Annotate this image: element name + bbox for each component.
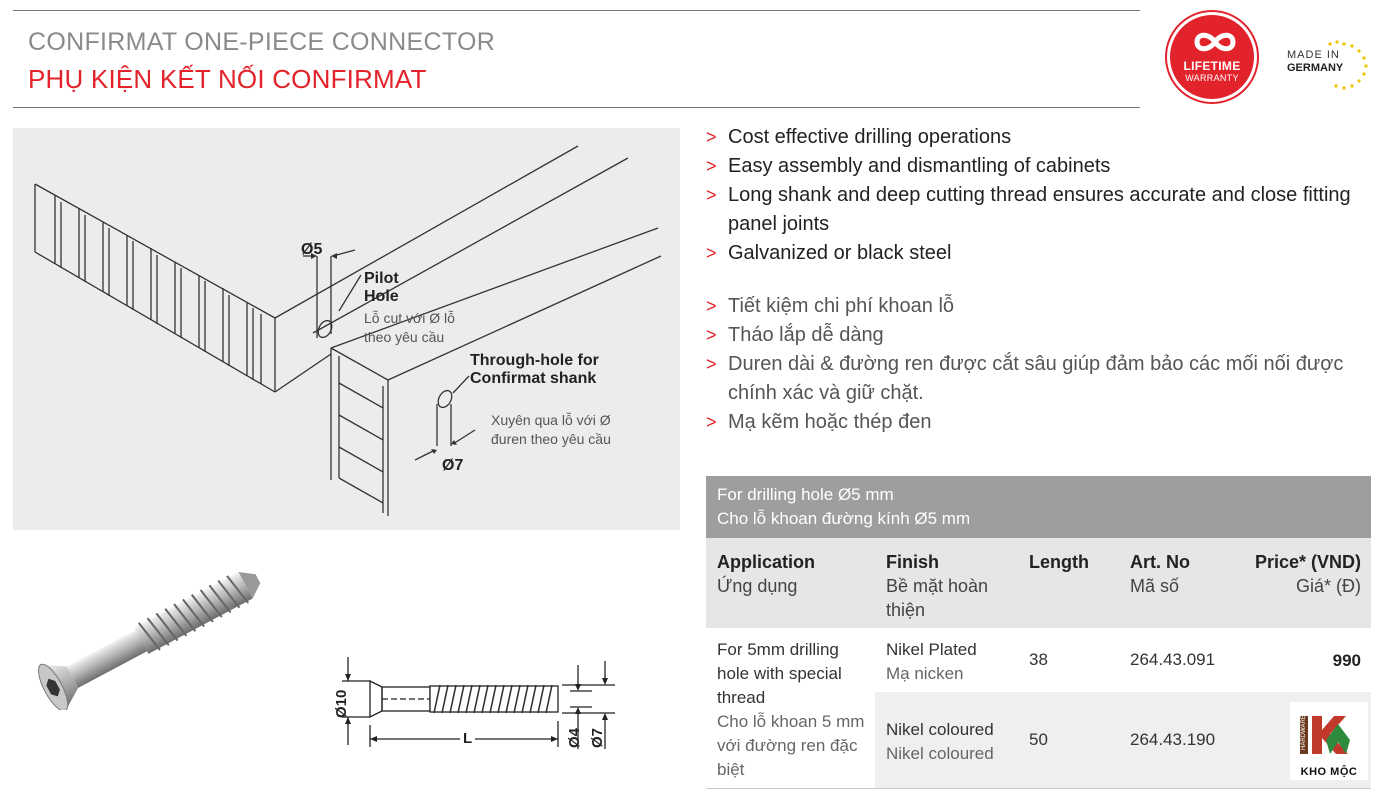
page-title-vi: PHỤ KIỆN KẾT NỐI CONFIRMAT: [28, 64, 427, 94]
list-item: > Tiết kiệm chi phí khoan lỗ: [706, 292, 1386, 321]
application-cell: For 5mm drilling hole with special thread Cho lỗ khoan 5 mm với đường ren đặc biệt: [717, 640, 865, 779]
pilot-hole-sub: Lỗ cụt với Ø lỗ theo yêu cầu: [364, 310, 455, 345]
chevron-right-icon: >: [706, 325, 717, 345]
dim-d5-label: Ø5: [301, 241, 323, 258]
confirmat-screw-photo: [22, 560, 282, 710]
col-length: Length: [1029, 552, 1089, 572]
table-header-vi: Cho lỗ khoan đường kính Ø5 mm: [717, 509, 971, 528]
col-finish: Finish Bề mặt hoàn thiện: [886, 552, 989, 620]
dim-d7-screw-label: Ø7: [589, 727, 606, 748]
artno-cell-2: 264.43.190: [1130, 730, 1216, 749]
page-title-en: CONFIRMAT ONE-PIECE CONNECTOR: [28, 28, 496, 56]
list-item: > Galvanized or black steel: [706, 239, 1386, 268]
chevron-right-icon: >: [706, 354, 717, 374]
table-bottom-rule: [706, 788, 1371, 789]
chevron-right-icon: >: [706, 127, 717, 147]
top-rule: [13, 10, 1140, 11]
lifetime-warranty-badge: [1167, 12, 1257, 102]
dim-d10-label: Ø10: [333, 689, 350, 718]
kho-moc-mark-icon: [1290, 702, 1368, 764]
col-price: Price* (VND) Giá* (Đ): [1254, 552, 1361, 596]
chevron-right-icon: >: [706, 156, 717, 176]
chevron-right-icon: >: [706, 412, 717, 432]
made-line2: GERMANY: [1287, 62, 1344, 74]
list-item: > Easy assembly and dismantling of cabinets: [706, 152, 1386, 181]
made-line1: MADE IN: [1287, 49, 1340, 61]
features-en-list: [706, 123, 1386, 268]
list-item: > Mạ kẽm hoặc thép đen: [706, 408, 1386, 437]
dim-d4-label: Ø4: [566, 727, 583, 748]
warranty-line2: WARRANTY: [1185, 73, 1239, 83]
logo-text: KHO MỘC: [1300, 766, 1358, 778]
finish-cell-1: Nikel Plated Mạ nicken: [886, 640, 977, 683]
chevron-right-icon: >: [706, 243, 717, 263]
list-item: > Long shank and deep cutting thread ensures accurate and close fitting panel joints: [706, 181, 1386, 239]
pilot-hole-label: Pilot Hole: [364, 270, 399, 305]
table-header: [706, 476, 1371, 538]
list-item: > Tháo lắp dễ dàng: [706, 321, 1386, 350]
kho-moc-logo: [1290, 702, 1368, 780]
through-hole-sub: Xuyên qua lỗ với Ø đuren theo yêu cầu: [491, 412, 611, 447]
table-column-headers: [706, 538, 1371, 628]
assembly-drawing: [13, 128, 680, 530]
finish-cell-2: Nikel coloured Nikel coloured: [886, 720, 994, 763]
length-cell-2: 50: [1029, 730, 1048, 749]
made-in-germany-badge: [1280, 38, 1380, 90]
table-header-en: For drilling hole Ø5 mm: [717, 485, 894, 504]
warranty-line1: LIFETIME: [1183, 59, 1241, 73]
chevron-right-icon: >: [706, 296, 717, 316]
artno-cell-1: 264.43.091: [1130, 650, 1216, 669]
dim-L-label: L: [460, 730, 475, 747]
infinity-icon: [1193, 29, 1237, 55]
panel-assembly-illustration: [13, 128, 680, 530]
through-hole-label: Through-hole for Confirmat shank: [470, 352, 599, 387]
dim-d7-label: Ø7: [442, 457, 464, 474]
col-application: Application Ứng dụng: [717, 552, 815, 596]
features-vi-list: [706, 292, 1386, 437]
list-item: > Duren dài & đường ren được cắt sâu giúp đảm bảo các mối nối được chính xác và giữ chặt.: [706, 350, 1386, 408]
header-rule: [13, 107, 1140, 108]
price-cell-1: 990: [1332, 651, 1361, 670]
length-cell-1: 38: [1029, 650, 1048, 669]
list-item: > Cost effective drilling operations: [706, 123, 1386, 152]
col-artno: Art. No Mã số: [1130, 552, 1190, 596]
chevron-right-icon: >: [706, 185, 717, 205]
svg-text:HARDWARE: HARDWARE: [1301, 715, 1307, 750]
